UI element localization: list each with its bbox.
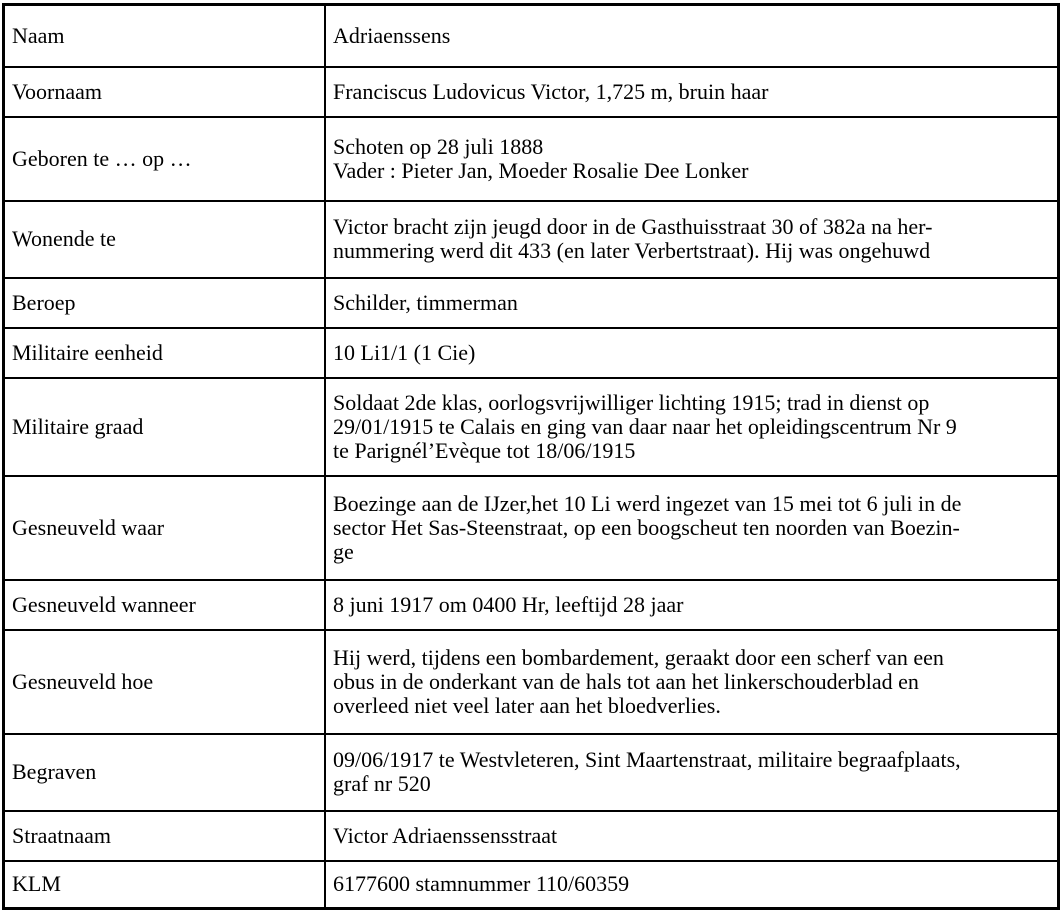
field-value: 09/06/1917 te Westvleteren, Sint Maartenstraat, militaire begraafplaats, graf nr 520 — [325, 734, 1059, 811]
table-row-wonende — [4, 201, 1059, 278]
field-label: Begraven — [4, 734, 326, 811]
table-row-beroep — [4, 278, 1059, 328]
table-row-gesneuveld-wanneer — [4, 580, 1059, 630]
field-value: Schoten op 28 juli 1888 Vader : Pieter Jan, Moeder Rosalie Dee Lonker — [325, 117, 1059, 201]
field-value: Victor bracht zijn jeugd door in de Gasthuisstraat 30 of 382a na her- nummering werd dit 433 (en later Verbertstraat). Hij was ongehuwd — [325, 201, 1059, 278]
field-value: 8 juni 1917 om 0400 Hr, leeftijd 28 jaar — [325, 580, 1059, 630]
table-row-geboren — [4, 117, 1059, 201]
field-label: Gesneuveld wanneer — [4, 580, 326, 630]
table-row-straatnaam — [4, 811, 1059, 861]
table-row-klm — [4, 861, 1059, 909]
field-value: 6177600 stamnummer 110/60359 — [325, 861, 1059, 909]
field-value: 10 Li1/1 (1 Cie) — [325, 328, 1059, 378]
field-label: Gesneuveld waar — [4, 476, 326, 580]
table-row-begraven — [4, 734, 1059, 811]
field-value: Boezinge aan de IJzer,het 10 Li werd ingezet van 15 mei tot 6 juli in de sector Het Sas-Steenstraat, op een boogscheut ten noorden van Boezin- ge — [325, 476, 1059, 580]
table-row-militaire-graad — [4, 378, 1059, 476]
field-value: Adriaenssens — [325, 5, 1059, 67]
field-label: KLM — [4, 861, 326, 909]
field-label: Geboren te … op … — [4, 117, 326, 201]
field-value: Victor Adriaenssensstraat — [325, 811, 1059, 861]
field-label: Gesneuveld hoe — [4, 630, 326, 734]
table-row-voornaam — [4, 67, 1059, 117]
table-row-naam — [4, 5, 1059, 67]
field-label: Naam — [4, 5, 326, 67]
field-label: Straatnaam — [4, 811, 326, 861]
field-value: Franciscus Ludovicus Victor, 1,725 m, bruin haar — [325, 67, 1059, 117]
field-label: Militaire eenheid — [4, 328, 326, 378]
table-row-gesneuveld-hoe — [4, 630, 1059, 734]
field-value: Hij werd, tijdens een bombardement, geraakt door een scherf van een obus in de onderkant van de hals tot aan het linkerschouderblad en overleed niet veel later aan het bloedverlies. — [325, 630, 1059, 734]
field-label: Wonende te — [4, 201, 326, 278]
field-label: Voornaam — [4, 67, 326, 117]
field-value: Schilder, timmerman — [325, 278, 1059, 328]
field-label: Militaire graad — [4, 378, 326, 476]
soldier-record-table — [2, 3, 1060, 910]
table-row-militaire-eenheid — [4, 328, 1059, 378]
table-row-gesneuveld-waar — [4, 476, 1059, 580]
field-value: Soldaat 2de klas, oorlogsvrijwilliger lichting 1915; trad in dienst op 29/01/1915 te Calais en ging van daar naar het opleidingscentrum Nr 9 te Parignél’Evèque tot 18/06/1915 — [325, 378, 1059, 476]
field-label: Beroep — [4, 278, 326, 328]
